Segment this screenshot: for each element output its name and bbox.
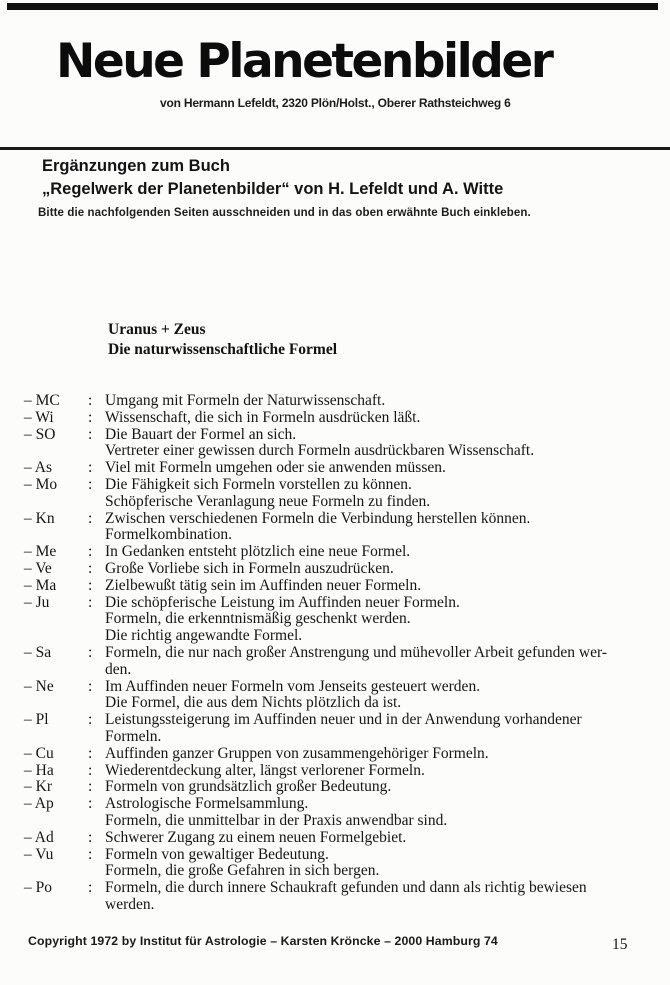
list-item <box>0 410 670 427</box>
entry-label: – Ad <box>24 828 54 846</box>
entry-label: – Sa <box>24 643 52 661</box>
entry-label: – Kn <box>24 509 55 527</box>
entry-description <box>105 880 655 914</box>
entry-description <box>105 544 655 561</box>
entry-description-line: Vertreter einer gewissen durch Formeln ausdrückbaren Wissenschaft. <box>105 442 535 460</box>
masthead-title: Neue Planetenbilder <box>56 34 552 89</box>
intro-book-reference: „Regelwerk der Planetenbilder“ von H. Lefeldt und A. Witte <box>42 180 504 198</box>
entry-description-line: Schwerer Zugang zu einem neuen Formelgebiet. <box>105 828 407 846</box>
entry-description-line: Formeln, die große Gefahren in sich bergen. <box>105 862 380 880</box>
entry-description-line: Im Auffinden neuer Formeln vom Jenseits gesteuert werden. <box>105 677 481 695</box>
list-item <box>0 847 670 881</box>
entry-separator: : <box>88 459 93 477</box>
list-item <box>0 796 670 830</box>
entry-separator: : <box>88 711 93 729</box>
entry-description-line: In Gedanken entsteht plötzlich eine neue Formel. <box>105 543 411 561</box>
entry-description <box>105 410 655 427</box>
page-number: 15 <box>612 936 628 953</box>
entry-separator: : <box>88 559 93 577</box>
entry-description-line: Die Fähigkeit sich Formeln vorstellen zu können. <box>105 475 412 493</box>
entry-label: – MC <box>24 392 60 409</box>
list-item <box>0 511 670 545</box>
list-item <box>0 427 670 461</box>
entry-description-line: Formeln, die durch innere Schaukraft gefunden und dann als richtig bewiesen <box>105 879 587 897</box>
list-item <box>0 477 670 511</box>
entry-description-line: Leistungssteigerung im Auffinden neuer und in der Anwendung vorhandener <box>105 711 582 729</box>
entry-label: – Ha <box>24 761 54 779</box>
entry-description-line: Viel mit Formeln umgehen oder sie anwenden müssen. <box>105 459 446 477</box>
entry-description <box>105 393 655 410</box>
top-rule-bar <box>7 3 658 10</box>
entry-separator: : <box>88 576 93 594</box>
section-heading <box>108 320 337 359</box>
entry-label: – Ju <box>24 593 50 611</box>
entry-description-line: Die richtig angewandte Formel. <box>105 627 303 645</box>
masthead-subtitle: von Hermann Lefeldt, 2320 Plön/Holst., Oberer Rathsteichweg 6 <box>160 96 511 110</box>
entry-separator: : <box>88 475 93 493</box>
entry-description-line: Wiederentdeckung alter, längst verlorener Formeln. <box>105 761 425 779</box>
entry-label: – Ve <box>24 559 52 577</box>
entry-description <box>105 511 655 545</box>
list-item <box>0 763 670 780</box>
entry-separator: : <box>88 828 93 846</box>
entry-separator: : <box>88 509 93 527</box>
entry-separator: : <box>88 677 93 695</box>
entry-description-line: Die Bauart der Formel an sich. <box>105 425 297 443</box>
entry-separator: : <box>88 408 93 426</box>
entry-separator: : <box>88 845 93 863</box>
intro-supplement-line: Ergänzungen zum Buch <box>42 157 230 175</box>
entry-description <box>105 796 655 830</box>
entry-description-line: Die schöpferische Leistung im Auffinden neuer Formeln. <box>105 593 460 611</box>
entry-description-line: den. <box>105 660 132 678</box>
list-item <box>0 830 670 847</box>
section-heading-line1: Uranus + Zeus <box>108 321 206 338</box>
copyright-line: Copyright 1972 by Institut für Astrologie – Karsten Kröncke – 2000 Hamburg 74 <box>28 934 498 948</box>
intro-instruction: Bitte die nachfolgenden Seiten ausschneiden und in das oben erwähnte Buch einkleben. <box>38 207 531 219</box>
entry-description-line: Formelkombination. <box>105 526 233 544</box>
entry-label: – Ne <box>24 677 54 695</box>
entry-description-line: Auffinden ganzer Gruppen von zusammengehöriger Formeln. <box>105 744 489 762</box>
entry-label: – Wi <box>24 408 54 426</box>
entry-description-line: werden. <box>105 895 155 913</box>
entry-label: – Ma <box>24 576 57 594</box>
entry-description-line: Die Formel, die aus dem Nichts plötzlich da ist. <box>105 694 402 712</box>
entry-separator: : <box>88 761 93 779</box>
list-item <box>0 544 670 561</box>
entry-description-line: Astrologische Formelsammlung. <box>105 795 309 813</box>
entry-label: – Pl <box>24 711 49 729</box>
list-item <box>0 712 670 746</box>
entry-description <box>105 679 655 713</box>
entry-separator: : <box>88 643 93 661</box>
list-item <box>0 595 670 645</box>
list-item <box>0 746 670 763</box>
entry-separator: : <box>88 392 93 409</box>
entry-description <box>105 595 655 645</box>
entry-label: – Ap <box>24 795 54 813</box>
entry-description-line: Wissenschaft, die sich in Formeln ausdrücken läßt. <box>105 408 421 426</box>
entry-separator: : <box>88 879 93 897</box>
entry-description-line: Formeln, die erkenntnismäßig geschenkt werden. <box>105 610 411 628</box>
entry-label: – Po <box>24 879 52 897</box>
entry-description <box>105 779 655 796</box>
entry-label: – As <box>24 459 52 477</box>
entry-description <box>105 460 655 477</box>
entry-description-line: Zwischen verschiedenen Formeln die Verbindung herstellen können. <box>105 509 531 527</box>
entry-description-line: Umgang mit Formeln der Naturwissenschaft. <box>105 392 386 409</box>
entry-description-line: Zielbewußt tätig sein im Auffinden neuer Formeln. <box>105 576 422 594</box>
entry-separator: : <box>88 543 93 561</box>
section-heading-line2: Die naturwissenschaftliche Formel <box>108 340 338 358</box>
entry-description-line: Formeln, die unmittelbar in der Praxis anwendbar sind. <box>105 811 448 829</box>
entry-label: – Vu <box>24 845 54 863</box>
entry-description <box>105 830 655 847</box>
entry-label: – SO <box>24 425 56 443</box>
entry-description <box>105 427 655 461</box>
entry-description-line: Formeln von grundsätzlich großer Bedeutung. <box>105 778 392 796</box>
list-item <box>0 779 670 796</box>
formula-entry-list <box>0 393 670 914</box>
entry-description-line: Formeln. <box>105 727 162 745</box>
list-item <box>0 460 670 477</box>
entry-separator: : <box>88 795 93 813</box>
entry-description-line: Formeln, die nur nach großer Anstrengung und mühevoller Arbeit gefunden wer- <box>105 643 608 661</box>
entry-label: – Mo <box>24 475 58 493</box>
list-item <box>0 645 670 679</box>
list-item <box>0 880 670 914</box>
horizontal-rule <box>0 147 670 150</box>
entry-description <box>105 561 655 578</box>
list-item <box>0 561 670 578</box>
entry-label: – Cu <box>24 744 54 762</box>
entry-label: – Me <box>24 543 57 561</box>
list-item <box>0 679 670 713</box>
entry-separator: : <box>88 744 93 762</box>
entry-description <box>105 578 655 595</box>
entry-description <box>105 763 655 780</box>
entry-label: – Kr <box>24 778 52 796</box>
entry-description-line: Formeln von gewaltiger Bedeutung. <box>105 845 329 863</box>
list-item <box>0 578 670 595</box>
entry-separator: : <box>88 425 93 443</box>
entry-description <box>105 712 655 746</box>
entry-description-line: Schöpferische Veranlagung neue Formeln zu finden. <box>105 492 431 510</box>
entry-description <box>105 847 655 881</box>
entry-separator: : <box>88 593 93 611</box>
list-item <box>0 393 670 410</box>
entry-description <box>105 645 655 679</box>
entry-description <box>105 746 655 763</box>
entry-separator: : <box>88 778 93 796</box>
entry-description-line: Große Vorliebe sich in Formeln auszudrücken. <box>105 559 394 577</box>
entry-description <box>105 477 655 511</box>
